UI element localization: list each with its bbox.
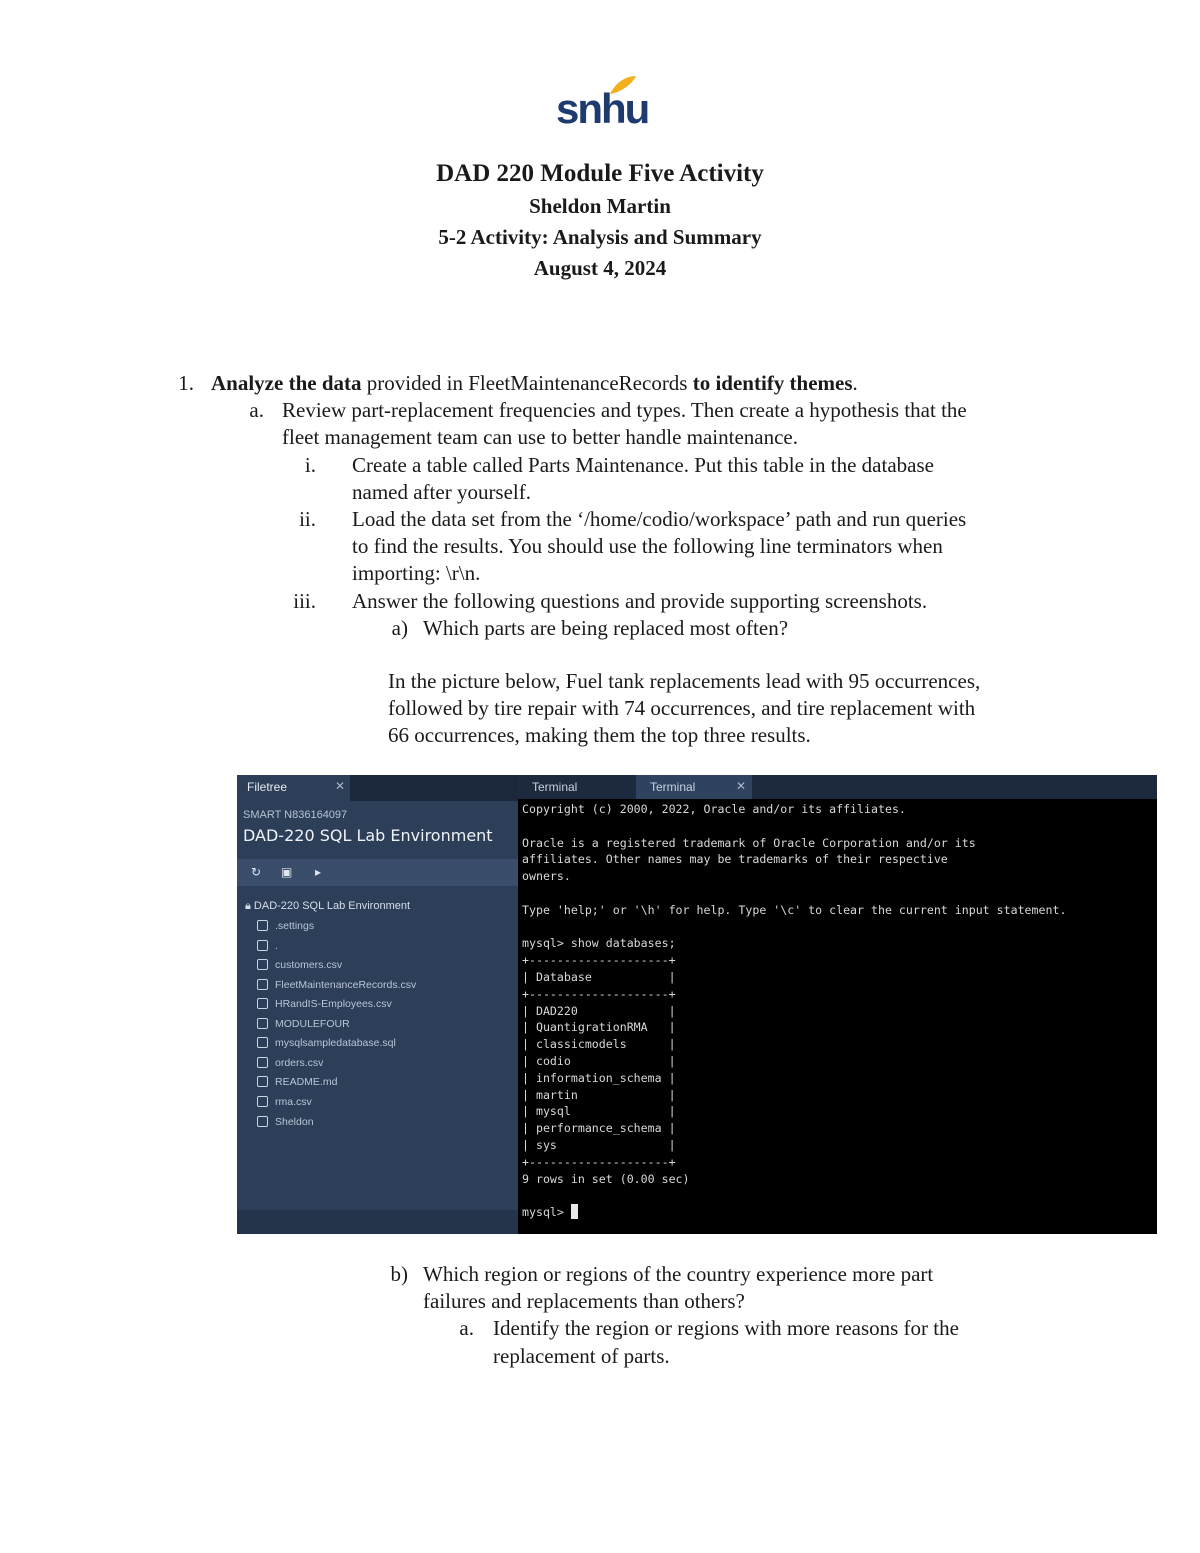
author-name: Sheldon Martin bbox=[529, 194, 671, 218]
file-icon bbox=[257, 979, 268, 990]
file-icon bbox=[257, 1037, 268, 1048]
file-name: mysqlsampledatabase.sql bbox=[275, 1037, 396, 1049]
item-1a-marker: a. bbox=[249, 398, 264, 422]
item-i-marker: i. bbox=[304, 453, 316, 477]
file-name: .settings bbox=[275, 920, 315, 932]
question-b-a-line: Identify the region or regions with more reasons for the bbox=[493, 1316, 959, 1340]
file-name: Sheldon bbox=[275, 1116, 314, 1128]
terminal-line: +--------------------+ bbox=[522, 1154, 676, 1169]
filetree-tabbar bbox=[237, 775, 518, 801]
embedded-screenshot bbox=[237, 775, 1157, 1234]
terminal-line: Copyright (c) 2000, 2022, Oracle and/or its affiliates. bbox=[522, 802, 906, 816]
item-iii-line: Answer the following questions and provide supporting screenshots. bbox=[352, 589, 928, 613]
question-b-line: failures and replacements than others? bbox=[423, 1289, 745, 1313]
project-id: SMART N836164097 bbox=[243, 809, 348, 821]
bold-text: to identify themes bbox=[692, 371, 853, 395]
terminal-line: | QuantigrationRMA | bbox=[522, 1020, 676, 1035]
snhu-logo bbox=[556, 74, 649, 134]
file-item[interactable] bbox=[257, 1116, 314, 1128]
lock-icon: 🔒︎ bbox=[245, 900, 251, 912]
file-item[interactable] bbox=[257, 1018, 350, 1030]
terminal-output[interactable] bbox=[522, 801, 1066, 1221]
terminal-prompt: mysql> bbox=[522, 1205, 571, 1220]
terminal-tab-label: Terminal bbox=[532, 780, 578, 794]
file-item[interactable] bbox=[257, 1037, 396, 1049]
document-title: DAD 220 Module Five Activity bbox=[436, 160, 764, 187]
file-item[interactable] bbox=[257, 1076, 337, 1088]
file-name: orders.csv bbox=[275, 1057, 324, 1069]
bold-text: Analyze the data bbox=[211, 371, 362, 395]
answer-a-line: followed by tire repair with 74 occurrences, and tire replacement with bbox=[388, 696, 976, 720]
filetree-tab-label: Filetree bbox=[247, 780, 288, 794]
refresh-icon[interactable]: ↻ bbox=[251, 865, 262, 879]
item-ii-line: to find the results. You should use the following line terminators when bbox=[352, 534, 943, 558]
filetree-footer bbox=[237, 1210, 518, 1234]
file-name: README.md bbox=[275, 1076, 338, 1088]
close-icon[interactable]: ✕ bbox=[736, 779, 747, 793]
item-i-line: named after yourself. bbox=[352, 480, 532, 504]
terminal-line: | martin | bbox=[522, 1087, 676, 1102]
file-icon bbox=[257, 1116, 268, 1127]
file-icon bbox=[257, 920, 268, 931]
terminal-line: | information_schema | bbox=[522, 1070, 676, 1085]
terminal-line: Oracle is a registered trademark of Oracle Corporation and/or its bbox=[522, 835, 976, 850]
filetree-toolbar bbox=[237, 859, 518, 886]
terminal-tab[interactable] bbox=[518, 775, 636, 799]
terminal-line: | codio | bbox=[522, 1053, 676, 1068]
file-icon bbox=[257, 959, 268, 970]
answer-a-line: 66 occurrences, making them the top three results. bbox=[388, 723, 811, 747]
terminal-line: | Database | bbox=[522, 969, 676, 984]
answer-a-line: In the picture below, Fuel tank replacements lead with 95 occurrences, bbox=[388, 669, 981, 693]
terminal-line: | sys | bbox=[522, 1137, 676, 1152]
document-date: August 4, 2024 bbox=[533, 256, 667, 280]
file-icon bbox=[257, 1057, 268, 1068]
terminal-line: | performance_schema | bbox=[522, 1121, 676, 1136]
file-item[interactable] bbox=[257, 1057, 323, 1069]
file-icon bbox=[257, 998, 268, 1009]
file-name: FleetMaintenanceRecords.csv bbox=[275, 979, 417, 991]
question-a-text: Which parts are being replaced most often? bbox=[423, 616, 789, 640]
item-ii-marker: ii. bbox=[299, 507, 316, 531]
terminal-line: +--------------------+ bbox=[522, 953, 676, 968]
file-name: . bbox=[275, 940, 278, 952]
activity-name: 5-2 Activity: Analysis and Summary bbox=[438, 225, 762, 249]
terminal-line: | classicmodels | bbox=[522, 1037, 676, 1052]
question-b-a-marker: a. bbox=[459, 1316, 474, 1340]
question-a-marker: a) bbox=[391, 616, 408, 640]
file-icon bbox=[257, 1018, 268, 1029]
question-b-a-line: replacement of parts. bbox=[493, 1344, 670, 1368]
filetree-panel bbox=[237, 775, 518, 1234]
terminal-tab-active[interactable] bbox=[636, 775, 752, 799]
project-title: DAD-220 SQL Lab Environment bbox=[243, 826, 493, 845]
item-ii-line: Load the data set from the ‘/home/codio/workspace’ path and run queries bbox=[352, 507, 967, 531]
play-icon[interactable]: ▸ bbox=[315, 865, 322, 879]
file-name: MODULEFOUR bbox=[275, 1018, 350, 1030]
terminal-line: Type 'help;' or '\h' for help. Type '\c' to clear the current input statement. bbox=[522, 902, 1067, 917]
terminal-line: +--------------------+ bbox=[522, 986, 676, 1001]
item-1a-line: Review part-replacement frequencies and types. Then create a hypothesis that the bbox=[282, 398, 967, 422]
image-icon[interactable]: ▣ bbox=[281, 865, 293, 879]
root-label: DAD-220 SQL Lab Environment bbox=[253, 900, 411, 912]
terminal-line: affiliates. Other names may be trademarks of their respective bbox=[522, 852, 948, 867]
terminal-line: mysql> show databases; bbox=[522, 936, 676, 951]
plain-text: provided in FleetMaintenanceRecords bbox=[361, 371, 693, 395]
file-name: rma.csv bbox=[275, 1096, 312, 1108]
terminal-line: | mysql | bbox=[522, 1104, 676, 1119]
terminal-line: 9 rows in set (0.00 sec) bbox=[522, 1171, 690, 1186]
question-b-marker: b) bbox=[390, 1262, 408, 1286]
file-icon bbox=[257, 940, 268, 951]
item-1a-line: fleet management team can use to better handle maintenance. bbox=[282, 425, 799, 449]
file-name: HRandIS-Employees.csv bbox=[275, 998, 392, 1010]
terminal-cursor bbox=[571, 1204, 578, 1219]
plain-text: . bbox=[852, 371, 858, 395]
logo-text: snhu bbox=[556, 85, 649, 132]
item-1-text bbox=[211, 370, 858, 397]
file-icon bbox=[257, 1096, 268, 1107]
filetree-tab[interactable] bbox=[237, 775, 350, 801]
item-iii-marker: iii. bbox=[293, 589, 316, 613]
file-item[interactable] bbox=[257, 979, 416, 991]
file-item[interactable] bbox=[257, 1096, 312, 1108]
terminal-tabbar bbox=[518, 775, 1157, 799]
filetree-root[interactable] bbox=[245, 900, 410, 913]
item-1-marker: 1. bbox=[178, 371, 194, 395]
item-ii-line: importing: \r\n. bbox=[352, 561, 481, 585]
close-icon[interactable]: ✕ bbox=[335, 779, 346, 793]
terminal-line: owners. bbox=[522, 869, 571, 884]
file-item[interactable] bbox=[257, 998, 392, 1010]
terminal-tab-label: Terminal bbox=[650, 780, 696, 794]
terminal-line: | DAD220 | bbox=[522, 1003, 676, 1018]
file-item[interactable] bbox=[257, 920, 314, 932]
file-item[interactable] bbox=[257, 940, 278, 952]
item-i-line: Create a table called Parts Maintenance. Put this table in the database bbox=[352, 453, 934, 477]
file-name: customers.csv bbox=[275, 959, 343, 971]
question-b-line: Which region or regions of the country experience more part bbox=[423, 1262, 934, 1286]
file-icon bbox=[257, 1076, 268, 1087]
file-item[interactable] bbox=[257, 959, 342, 971]
